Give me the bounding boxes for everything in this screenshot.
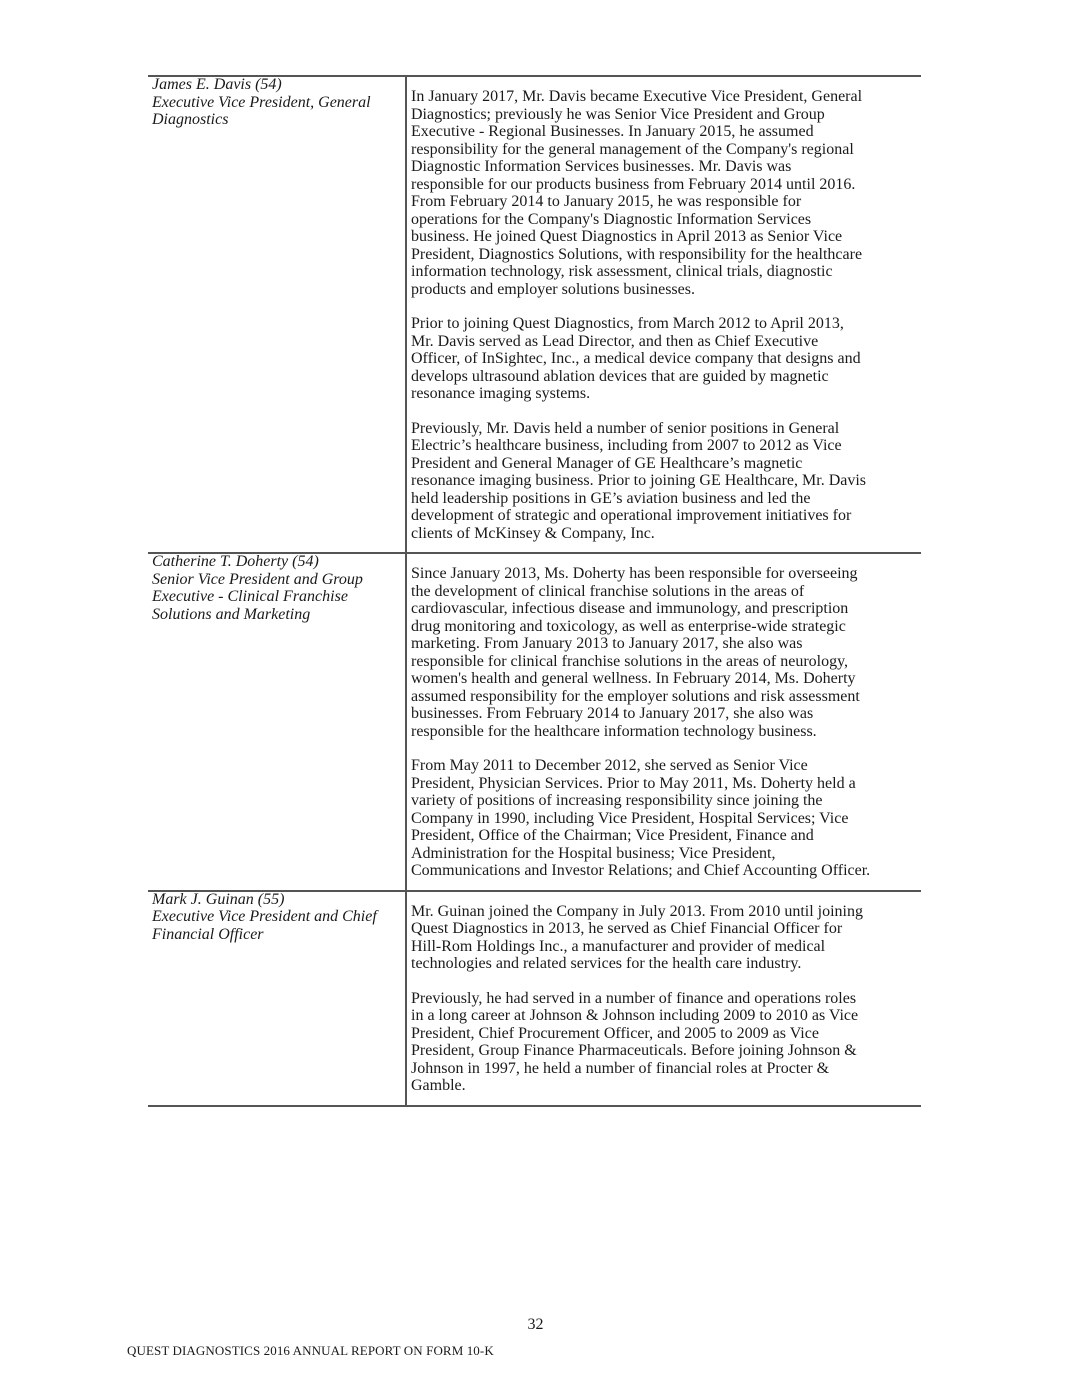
biography-line: information technology, risk assessment, clinical trials, diagnostic <box>411 263 833 280</box>
executive-officers-table <box>148 75 921 1107</box>
executive-title-line: Executive Vice President and Chief <box>152 908 377 925</box>
executive-title-line: Solutions and Marketing <box>152 605 311 623</box>
biography-paragraph <box>411 88 919 298</box>
biography-line: From May 2011 to December 2012, she served as Senior Vice <box>411 757 808 774</box>
biography-line: Hill-Rom Holdings Inc., a manufacturer and provider of medical <box>411 937 826 955</box>
executive-name: James E. Davis (54) <box>152 76 282 93</box>
biography-line: President, Physician Services. Prior to May 2011, Ms. Doherty held a <box>411 774 856 792</box>
biography-line: cardiovascular, infectious disease and immunology, and prescription <box>411 600 849 617</box>
biography-line: resonance imaging systems. <box>411 385 591 402</box>
biography-line: From February 2014 to January 2015, he was responsible for <box>411 193 802 210</box>
executive-title-line: Senior Vice President and Group <box>152 570 363 588</box>
biography-line: Johnson in 1997, he held a number of financial roles at Procter & <box>411 1059 830 1077</box>
biography-line: Previously, he had served in a number of finance and operations roles <box>411 989 857 1007</box>
executive-name-title-cell <box>148 76 407 552</box>
executive-biography-cell <box>407 554 921 890</box>
biography-line: assumed responsibility for the employer solutions and risk assessment <box>411 687 860 705</box>
biography-line: President, Group Finance Pharmaceuticals. Before joining Johnson & <box>411 1042 857 1059</box>
page-number: 32 <box>527 1316 544 1333</box>
biography-line: Officer, of InSightec, Inc., a medical device company that designs and <box>411 350 861 367</box>
biography-line: Administration for the Hospital business; Vice President, <box>411 844 776 862</box>
biography-paragraph <box>411 315 919 403</box>
biography-paragraph <box>411 903 919 973</box>
executive-title-line: Executive Vice President, General <box>152 93 371 111</box>
biography-line: technologies and related services for the health care industry. <box>411 955 802 972</box>
biography-line: Company in 1990, including Vice President, Hospital Services; Vice <box>411 809 849 827</box>
executive-name: Mark J. Guinan (55) <box>152 890 285 908</box>
biography-line: Prior to joining Quest Diagnostics, from March 2012 to April 2013, <box>411 315 844 332</box>
biography-line: responsibility for the general management of the Company's regional <box>411 140 854 158</box>
executive-title-line: Financial Officer <box>152 925 264 943</box>
biography-line: responsible for our products business from February 2014 until 2016. <box>411 175 856 193</box>
biography-line: marketing. From January 2013 to January 2017, she also was <box>411 635 803 652</box>
biography-line: responsible for clinical franchise solutions in the areas of neurology, <box>411 652 849 670</box>
footer-text: QUEST DIAGNOSTICS 2016 ANNUAL REPORT ON FORM 10-K <box>127 1343 494 1358</box>
biography-line: products and employer solutions businesses. <box>411 280 695 298</box>
biography-line: variety of positions of increasing responsibility since joining the <box>411 792 823 809</box>
biography-line: President, Office of the Chairman; Vice President, Finance and <box>411 827 814 844</box>
biography-paragraph <box>411 757 919 880</box>
biography-line: Previously, Mr. Davis held a number of senior positions in General <box>411 419 840 437</box>
biography-line: drug monitoring and toxicology, as well as enterprise-wide strategic <box>411 617 846 635</box>
biography-paragraph <box>411 565 919 740</box>
biography-line: Electric’s healthcare business, including from 2007 to 2012 as Vice <box>411 437 842 454</box>
executive-biography-cell <box>407 892 921 1105</box>
executive-title-line: Diagnostics <box>152 111 229 128</box>
biography-line: President, Chief Procurement Officer, and 2005 to 2009 as Vice <box>411 1024 819 1042</box>
biography-line: Quest Diagnostics in 2013, he served as Chief Financial Officer for <box>411 920 843 937</box>
biography-line: Gamble. <box>411 1077 466 1094</box>
biography-line: President, Diagnostics Solutions, with responsibility for the healthcare <box>411 245 863 263</box>
biography-line: the development of clinical franchise solutions in the areas of <box>411 582 805 600</box>
biography-line: Diagnostics; previously he was Senior Vice President and Group <box>411 105 825 123</box>
executive-title-line: Executive - Clinical Franchise <box>152 588 348 605</box>
executive-name-title-cell <box>148 553 407 890</box>
biography-paragraph <box>411 990 919 1095</box>
biography-line: clients of McKinsey & Company, Inc. <box>411 524 655 542</box>
biography-line: Executive - Regional Businesses. In January 2015, he assumed <box>411 123 814 140</box>
biography-line: Mr. Guinan joined the Company in July 2013. From 2010 until joining <box>411 902 863 920</box>
table-bottom-rule <box>148 1105 921 1107</box>
biography-line: resonance imaging business. Prior to joining GE Healthcare, Mr. Davis <box>411 472 867 489</box>
biography-paragraph <box>411 420 919 543</box>
biography-line: operations for the Company's Diagnostic Information Services <box>411 210 812 228</box>
biography-line: Mr. Davis served as Lead Director, and then as Chief Executive <box>411 332 819 350</box>
executive-row <box>148 890 921 1105</box>
executive-row <box>148 75 921 552</box>
biography-line: develops ultrasound ablation devices that are guided by magnetic <box>411 367 829 385</box>
biography-line: businesses. From February 2014 to January 2017, she also was <box>411 705 814 722</box>
executive-name: Catherine T. Doherty (54) <box>152 553 319 570</box>
biography-line: women's health and general wellness. In February 2014, Ms. Doherty <box>411 670 856 687</box>
executive-biography-cell <box>407 77 921 552</box>
biography-line: Communications and Investor Relations; and Chief Accounting Officer. <box>411 862 871 879</box>
biography-line: business. He joined Quest Diagnostics in April 2013 as Senior Vice <box>411 228 843 245</box>
biography-line: Since January 2013, Ms. Doherty has been responsible for overseeing <box>411 565 858 582</box>
biography-line: in a long career at Johnson & Johnson including 2009 to 2010 as Vice <box>411 1007 859 1024</box>
biography-line: In January 2017, Mr. Davis became Executive Vice President, General <box>411 88 863 105</box>
executive-row <box>148 552 921 890</box>
biography-line: development of strategic and operational improvement initiatives for <box>411 507 852 524</box>
biography-line: held leadership positions in GE’s aviation business and led the <box>411 489 811 507</box>
biography-line: responsible for the healthcare information technology business. <box>411 722 817 740</box>
biography-line: Diagnostic Information Services businesses. Mr. Davis was <box>411 158 792 175</box>
executive-name-title-cell <box>148 891 407 1105</box>
biography-line: President and General Manager of GE Healthcare’s magnetic <box>411 454 803 472</box>
